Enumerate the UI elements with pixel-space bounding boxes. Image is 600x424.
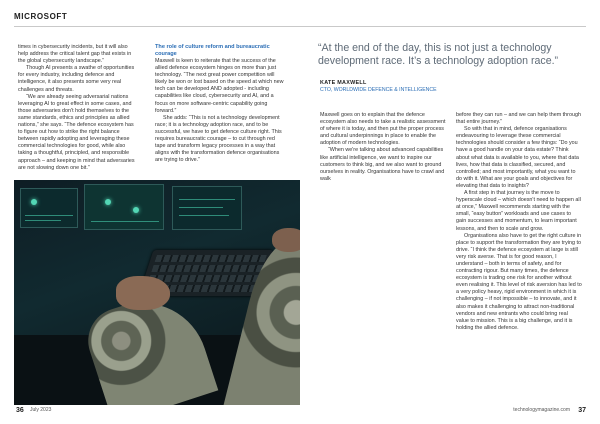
hand	[116, 276, 170, 310]
monitor-image	[20, 188, 78, 228]
monitor-image	[84, 184, 164, 230]
issue-date: July 2023	[30, 407, 52, 413]
paragraph: A first step in that journey is the move to hyperscale cloud – which doesn't need to happen all at once,” Maxwell recommends starting with the small, “easy button” workloads and use cases to gain successes and momentum, to learn important lessons, and then to scale and grow.	[456, 190, 581, 232]
keyboard-row	[155, 255, 267, 262]
header-rule	[300, 26, 586, 27]
scanline	[179, 215, 229, 216]
keyboard-row	[151, 265, 263, 272]
paragraph: So with that in mind, defence organisations endeavouring to leverage these commercial technologies should consider a few things: “Do you have a good handle on your data estate? Think about what data is available to you, where that data lives, how that data is classified, secured, and controlled; and most importantly, what you want to do with it. What are your goals and objectives for elevating that data to insights?	[456, 126, 579, 189]
page-number: 37	[578, 407, 586, 414]
subheading: The role of culture reform and bureaucratic courage	[155, 44, 270, 57]
page-number: 36	[16, 407, 24, 414]
scanline	[25, 220, 61, 221]
paragraph: Maxwell goes on to explain that the defence ecosystem also needs to take a realistic assessment of where it is today, and then put the proper process and cultural underpinnings in place to enable the adoption of modern technologies.	[320, 112, 446, 147]
keyboard-row	[148, 275, 260, 282]
scanline	[25, 215, 73, 216]
monitor-image	[172, 186, 242, 230]
quote-author-role: CTO, WORLDWIDE DEFENCE & INTELLIGENCE	[320, 87, 437, 93]
header-rule	[14, 26, 300, 27]
left-column-1	[18, 44, 138, 172]
right-column-2	[456, 112, 582, 332]
paragraph: She adds: “This is not a technology development race; it is a technology adoption race, and to be successful, we have to get defence culture right. This requires bureaucratic courage – to cut through red tape and transform legacy processes in a way that aligns with the transformation defence organisations are trying to drive.”	[155, 114, 282, 164]
paragraph: before they can run – and we can help them through that entire journey.”	[456, 112, 581, 126]
pull-quote: “At the end of the day, this is not just a technology development race. It’s a technology adoption race.”	[318, 42, 559, 67]
paragraph: Organisations also have to get the right culture in place to support the transformation they are trying to drive. “I think the defence ecosystem at large is still very risk averse. That is for good reason, I understand – both in terms of safety, and for contracting rigour. But many times, the defence ecosystem is trading one risk for another without even realising it. This level of risk aversion has led to a very policy heavy, rigid environment in which it is challenging – if not impossible – to innovate, and it also makes it challenging to attract non-traditional vendors and new entrants who could bring real value to mission. This is a big challenge, and it is holding the allied defence.	[456, 232, 582, 331]
section-label: MICROSOFT	[14, 12, 68, 21]
scanline	[179, 199, 235, 200]
scanline	[91, 221, 159, 222]
paragraph: “We are already seeing adversarial nations leveraging AI to great effect in some cases, and those adversaries don't hold themselves to the same standards, ethics and principles as allied nations,” she says. “The defence ecosystem has to figure out how to strike the right balance between rapidly adopting and leveraging these commercial technologies for good, while also taking a thoughtful, principled, and responsible approach – and keeping in mind that adversaries are not slowing down one bit.”	[18, 93, 135, 171]
quote-author: KATE MAXWELL	[320, 80, 367, 86]
right-column-1	[320, 112, 450, 183]
paragraph: times in cybersecurity incidents, but it will also help address the critical talent gap that exists in the global cybersecurity landscape.”	[18, 44, 132, 65]
right-page	[300, 0, 600, 424]
paragraph: Maxwell is keen to reiterate that the success of the allied defence ecosystem hinges on more than just technology. “The next great power competition will likely be won or lost based on the speed at which new tech can be developed AND adopted - including capabilities like cloud, cybersecurity and AI, and a focus on more software-centric capability going forward.”	[155, 58, 284, 114]
left-column-2	[155, 44, 285, 164]
radar-blip	[105, 199, 111, 205]
article-photo	[14, 180, 300, 405]
radar-blip	[31, 199, 37, 205]
site-url: technologymagazine.com	[513, 407, 570, 413]
hand	[272, 228, 300, 252]
paragraph: Though AI presents a swathe of opportunities for every industry, including defence and intelligence, it also presents some very real challenges and threats.	[18, 65, 135, 93]
paragraph: “When we're talking about advanced capabilities like artificial intelligence, we want to inspire our customers to think big, and we also want to ground ourselves in reality. Organisations have to crawl and walk	[320, 147, 445, 182]
scanline	[179, 207, 223, 208]
radar-blip	[133, 207, 139, 213]
